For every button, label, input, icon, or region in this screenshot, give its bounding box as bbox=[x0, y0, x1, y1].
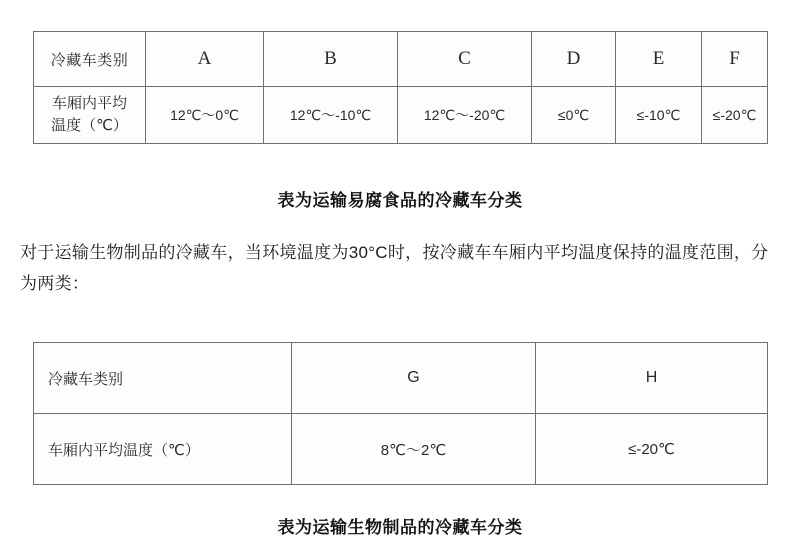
row-header bbox=[34, 87, 146, 144]
table-cell: ≤-10℃ bbox=[616, 87, 702, 144]
table-cell: C bbox=[398, 32, 532, 87]
table-cell: 12℃～0℃ bbox=[146, 87, 264, 144]
table-cell: B bbox=[264, 32, 398, 87]
row-header-line1: 车厢内平均 bbox=[51, 95, 127, 113]
table-cell: H bbox=[536, 343, 768, 414]
table bbox=[33, 342, 768, 485]
table-cell: A bbox=[146, 32, 264, 87]
table-row bbox=[34, 32, 768, 87]
table-biological-products bbox=[33, 342, 767, 485]
table-cell: ≤0℃ bbox=[532, 87, 616, 144]
table-perishable-food bbox=[33, 31, 767, 144]
row-header: 冷藏车类别 bbox=[34, 343, 292, 414]
table-cell: E bbox=[616, 32, 702, 87]
table-cell: D bbox=[532, 32, 616, 87]
row-header-line2: 温度（℃） bbox=[51, 117, 128, 134]
table-cell: G bbox=[292, 343, 536, 414]
table-row bbox=[34, 343, 768, 414]
table-cell: 8℃～2℃ bbox=[292, 414, 536, 485]
table-caption-2: 表为运输生物制品的冷藏车分类 bbox=[277, 518, 523, 537]
table-cell: 12℃～-10℃ bbox=[264, 87, 398, 144]
body-paragraph: 对于运输生物制品的冷藏车，当环境温度为30°C时，按冷藏车车厢内平均温度保持的温度范围，分为两类： bbox=[20, 243, 769, 294]
table bbox=[33, 31, 768, 144]
table-cell: F bbox=[702, 32, 768, 87]
table-row bbox=[34, 87, 768, 144]
row-header: 车厢内平均温度（℃） bbox=[34, 414, 292, 485]
table-caption-1: 表为运输易腐食品的冷藏车分类 bbox=[277, 191, 523, 210]
row-header: 冷藏车类别 bbox=[34, 32, 146, 87]
table-cell: ≤-20℃ bbox=[536, 414, 768, 485]
table-cell: ≤-20℃ bbox=[702, 87, 768, 144]
table-row bbox=[34, 414, 768, 485]
table-cell: 12℃～-20℃ bbox=[398, 87, 532, 144]
